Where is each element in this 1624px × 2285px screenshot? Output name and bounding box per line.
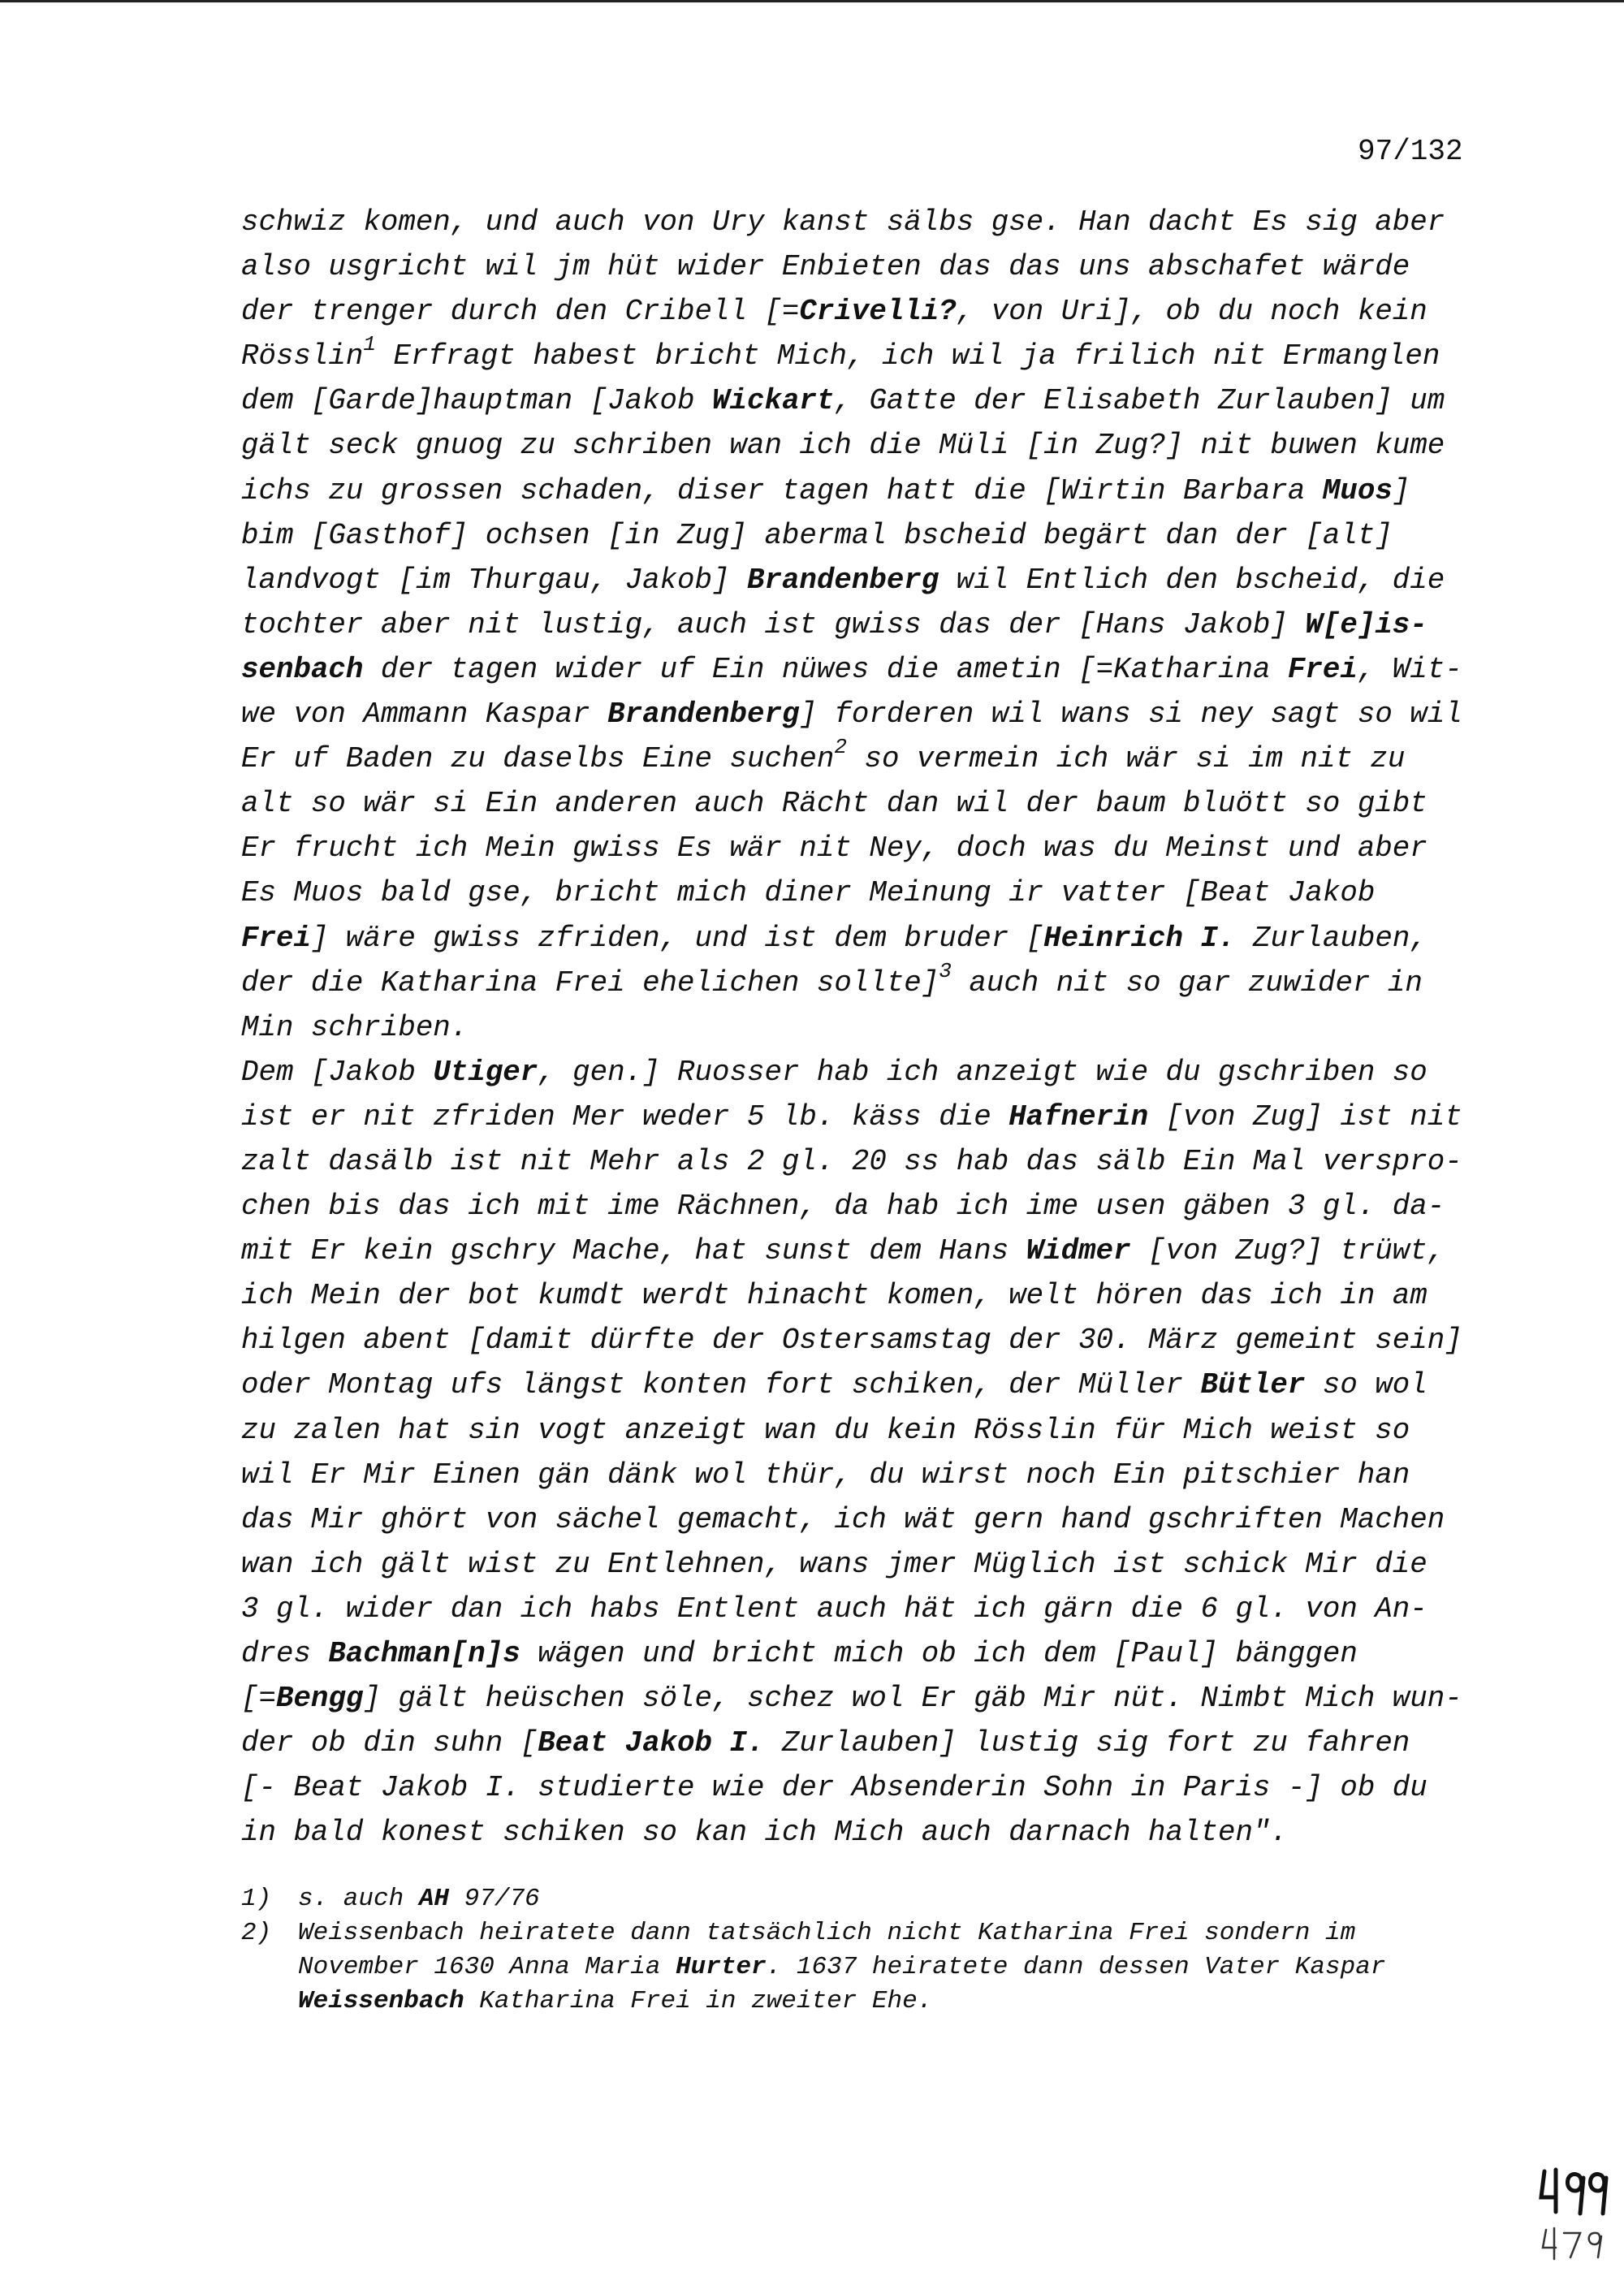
top-border [0,0,1624,2]
body-line: [- Beat Jakob I. studierte wie der Absenderin Sohn in Paris -] ob du [241,1771,1427,1805]
body-line: Rösslin$^1$ Erfragt habest bricht Mich, ich wil ja frilich nit Ermanglen [241,332,1440,374]
body-line: chen bis das ich mit ime Rächnen, da hab ich ime usen gäben 3 gl. da- [241,1190,1445,1224]
body-line: ich Mein der bot kumdt werdt hinacht komen, welt hören das ich in am [241,1279,1427,1313]
body-line: hilgen abent [damit dürfte der Ostersamstag der 30. März gemeint sein] [241,1324,1462,1358]
body-line: oder Montag ufs längst konten fort schiken, der Müller Bütler so wol [241,1368,1427,1402]
body-line: mit Er kein gschry Mache, hat sunst dem Hans Widmer [von Zug?] trüwt, [241,1234,1445,1268]
page-number: 97/132 [1358,135,1463,168]
body-line: alt so wär si Ein anderen auch Rächt dan wil der baum bluött so gibt [241,787,1427,821]
footnote-text: Weissenbach heiratete dann tatsächlich nicht Katharina Frei sondern im [298,1919,1356,1947]
body-line: 3 gl. wider dan ich habs Entlent auch hät ich gärn die 6 gl. von An- [241,1592,1427,1626]
body-line: in bald konest schiken so kan ich Mich auch darnach halten". [241,1816,1288,1850]
body-line: Dem [Jakob Utiger, gen.] Ruosser hab ich anzeigt wie du gschriben so [241,1055,1427,1089]
footnote-text: Weissenbach Katharina Frei in zweiter Ehe. [298,1987,933,2015]
body-line: Er uf Baden zu daselbs Eine suchen$^2$ so vermein ich wär si im nit zu [241,735,1406,776]
body-line: ist er nit zfriden Mer weder 5 lb. käss die Hafnerin [von Zug] ist nit [241,1099,1462,1134]
body-line: wan ich gält wist zu Entlehnen, wans jmer Müglich ist schick Mir die [241,1547,1427,1581]
body-line: senbach der tagen wider uf Ein nüwes die ametin [=Katharina Frei, Wit- [241,652,1462,686]
body-line: Frei] wäre gwiss zfriden, und ist dem bruder [Heinrich I. Zurlauben, [241,921,1427,955]
handwritten-archive-mark [1538,2163,1611,2265]
footnote-line [241,1882,1484,1916]
body-line: der trenger durch den Cribell [=Crivelli?, von Uri], ob du noch kein [241,295,1427,329]
footnote-line [241,1985,1484,2019]
footnote-number: 1) [241,1885,272,1913]
footnote-line [241,1950,1484,1985]
body-line: zalt dasälb ist nit Mehr als 2 gl. 20 ss hab das sälb Ein Mal verspro- [241,1144,1462,1178]
footnote-text: s. auch AH 97/76 [298,1885,540,1913]
footnote-text: November 1630 Anna Maria Hurter. 1637 heiratete dann dessen Vater Kaspar [298,1953,1386,1981]
body-line: das Mir ghört von sächel gemacht, ich wät gern hand gschriften Machen [241,1502,1445,1536]
body-line: bim [Gasthof] ochsen [in Zug] abermal bscheid begärt dan der [alt] [241,518,1393,552]
body-line: schwiz komen, und auch von Ury kanst sälbs gse. Han dacht Es sig aber [241,205,1445,239]
body-line: wil Er Mir Einen gän dänk wol thür, du wirst noch Ein pitschier han [241,1458,1410,1492]
footnote-line [241,1916,1484,1950]
body-text [241,200,1484,1855]
body-line: Es Muos bald gse, bricht mich diner Meinung ir vatter [Beat Jakob [241,876,1376,910]
body-line: zu zalen hat sin vogt anzeigt wan du kein Rösslin für Mich weist so [241,1413,1410,1447]
footnote-number: 2) [241,1919,272,1947]
body-line: [=Bengg] gält heüschen söle, schez wol Er gäb Mir nüt. Nimbt Mich wun- [241,1682,1462,1716]
body-line: we von Ammann Kaspar Brandenberg] forderen wil wans si ney sagt so wil [241,698,1462,732]
body-line: tochter aber nit lustig, auch ist gwiss das der [Hans Jakob] W[e]is- [241,607,1427,641]
footnotes [241,1882,1484,2019]
body-line: Min schriben. [241,1010,469,1044]
body-line: ichs zu grossen schaden, diser tagen hatt die [Wirtin Barbara Muos] [241,473,1410,508]
body-line: dres Bachman[n]s wägen und bricht mich ob ich dem [Paul] bänggen [241,1637,1358,1670]
body-line: der ob din suhn [Beat Jakob I. Zurlauben] lustig sig fort zu fahren [241,1726,1410,1760]
body-line: also usgricht wil jm hüt wider Enbieten das das uns abschafet wärde [241,250,1410,284]
body-line: gält seck gnuog zu schriben wan ich die Müli [in Zug?] nit buwen kume [241,429,1445,463]
body-line: Er frucht ich Mein gwiss Es wär nit Ney, doch was du Meinst und aber [241,831,1427,866]
body-line: landvogt [im Thurgau, Jakob] Brandenberg wil Entlich den bscheid, die [241,563,1445,597]
body-line: der die Katharina Frei ehelichen sollte]$^3$ auch nit so gar zuwider in [241,958,1423,1000]
body-line: dem [Garde]hauptman [Jakob Wickart, Gatte der Elisabeth Zurlauben] um [241,384,1445,418]
